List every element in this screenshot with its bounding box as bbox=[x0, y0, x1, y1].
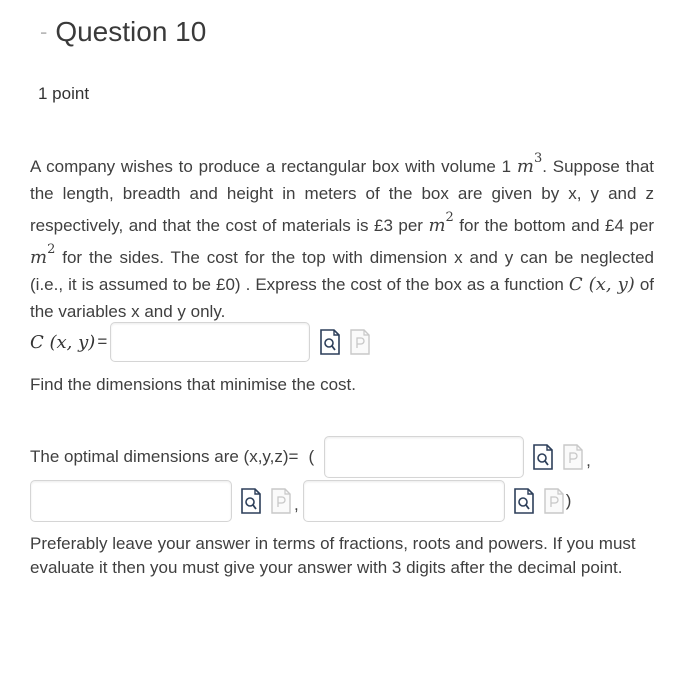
math-area-unit-2: $m^2$ bbox=[30, 242, 56, 268]
optimal-row-2 bbox=[30, 480, 571, 522]
close-paren: ) bbox=[565, 491, 572, 510]
comma-separator: , bbox=[294, 495, 299, 514]
math-area-unit-1: $m^2$ bbox=[428, 210, 454, 236]
open-paren: ( bbox=[308, 447, 315, 466]
question-title: Question 10 bbox=[55, 16, 207, 47]
cost-function-label: C (x, y) bbox=[30, 331, 96, 353]
formula-palette-icon[interactable] bbox=[349, 329, 371, 355]
problem-text-3: for the bottom and £4 per bbox=[453, 216, 654, 235]
formula-palette-icon[interactable] bbox=[543, 488, 565, 514]
comma-separator: , bbox=[586, 451, 591, 470]
equals-sign: = bbox=[97, 332, 108, 351]
formula-palette-icon[interactable] bbox=[562, 444, 584, 470]
problem-statement bbox=[30, 148, 654, 325]
problem-text-2: . Suppose that the length, breadth and height in meters of the box are given by x, y and z respectively, and that the cost of materials is £3 per bbox=[30, 157, 655, 235]
z-value-input[interactable] bbox=[303, 480, 505, 522]
question-header bbox=[40, 16, 206, 48]
cost-function-input[interactable] bbox=[110, 322, 310, 362]
optimal-label: The optimal dimensions are (x,y,z)= bbox=[30, 447, 299, 466]
problem-text-1: A company wishes to produce a rectangular box with volume 1 bbox=[30, 157, 517, 176]
preview-magnifier-icon[interactable] bbox=[240, 488, 262, 514]
preview-magnifier-icon[interactable] bbox=[513, 488, 535, 514]
preview-magnifier-icon[interactable] bbox=[532, 444, 554, 470]
y-value-input[interactable] bbox=[30, 480, 232, 522]
problem-text-4: for the sides. The cost for the top with dimension x and y can be neglected (i.e., it is assumed to be £0) . Express the cost of the box as a function bbox=[30, 248, 654, 294]
question-points: 1 point bbox=[38, 84, 90, 103]
formula-palette-icon[interactable] bbox=[270, 488, 292, 514]
cost-function-answer-row bbox=[30, 322, 371, 362]
math-volume-unit: $m^3$ bbox=[516, 151, 543, 177]
answer-format-note: Preferably leave your answer in terms of fractions, roots and powers. If you must evaluate it then you must give your answer with 3 digits after the decimal point. bbox=[30, 534, 636, 577]
collapse-toggle[interactable]: - bbox=[40, 19, 48, 44]
x-value-input[interactable] bbox=[324, 436, 524, 478]
math-cost-function: C (x, y) bbox=[568, 274, 635, 295]
find-instruction: Find the dimensions that minimise the cost. bbox=[30, 375, 356, 394]
problem-text-5: of the variables x and y only. bbox=[30, 275, 654, 321]
optimal-row-1 bbox=[30, 436, 591, 478]
preview-magnifier-icon[interactable] bbox=[319, 329, 341, 355]
